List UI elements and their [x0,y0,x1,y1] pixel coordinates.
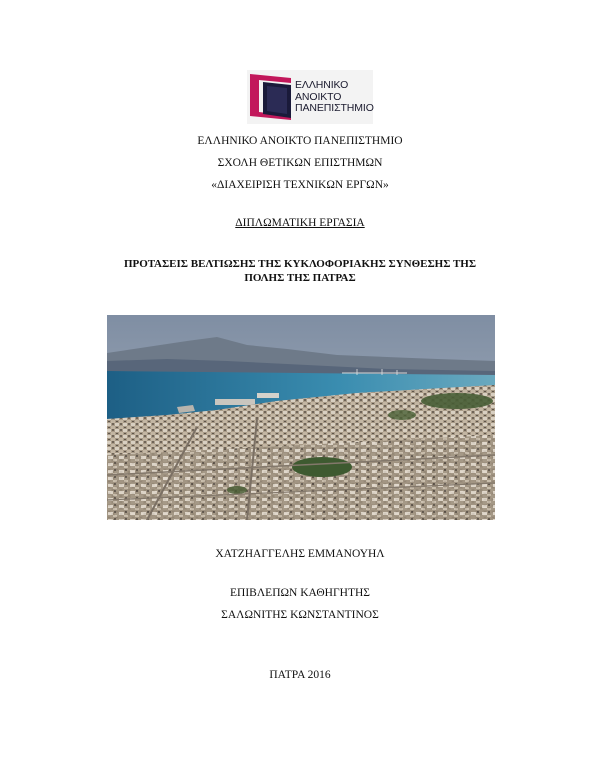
place-date: ΠΑΤΡΑ 2016 [269,669,331,681]
logo-line-1: ΕΛΛΗΝΙΚΟ [295,79,349,91]
thesis-title-line-1: ΠΡΟΤΑΣΕΙΣ ΒΕΛΤΙΩΣΗΣ ΤΗΣ ΚΥΚΛΟΦΟΡΙΑΚΗΣ ΣΥΝΘΕΣΗΣ ΤΗΣ [123,258,477,270]
supervisor-name: ΣΑΛΩΝΙΤΗΣ ΚΩΝΣΤΑΝΤΙΝΟΣ [221,609,379,621]
school-name: ΣΧΟΛΗ ΘΕΤΙΚΩΝ ΕΠΙΣΤΗΜΩΝ [217,157,383,169]
logo-line-2: ΑΝΟΙΚΤΟ [295,90,342,103]
thesis-title-line-2: ΠΟΛΗΣ ΤΗΣ ΠΑΤΡΑΣ [244,272,356,284]
document-type: ΔΙΠΛΩΜΑΤΙΚΗ ΕΡΓΑΣΙΑ [235,217,365,229]
logo-line-3: ΠΑΝΕΠΙΣΤΗΜΙΟ [295,102,374,114]
university-name: ΕΛΛΗΝΙΚΟ ΑΝΟΙΚΤΟ ΠΑΝΕΠΙΣΤΗΜΙΟ [197,135,403,147]
city-aerial-photo [107,315,495,520]
logo-text [295,80,374,115]
supervisor-label: ΕΠΙΒΛΕΠΩΝ ΚΑΘΗΓΗΤΗΣ [230,587,370,599]
program-name: «ΔΙΑΧΕΙΡΙΣΗ ΤΕΧΝΙΚΩΝ ΕΡΓΩΝ» [211,179,389,191]
author-name: ΧΑΤΖΗΑΓΓΕΛΗΣ ΕΜΜΑΝΟΥΗΛ [215,548,385,560]
